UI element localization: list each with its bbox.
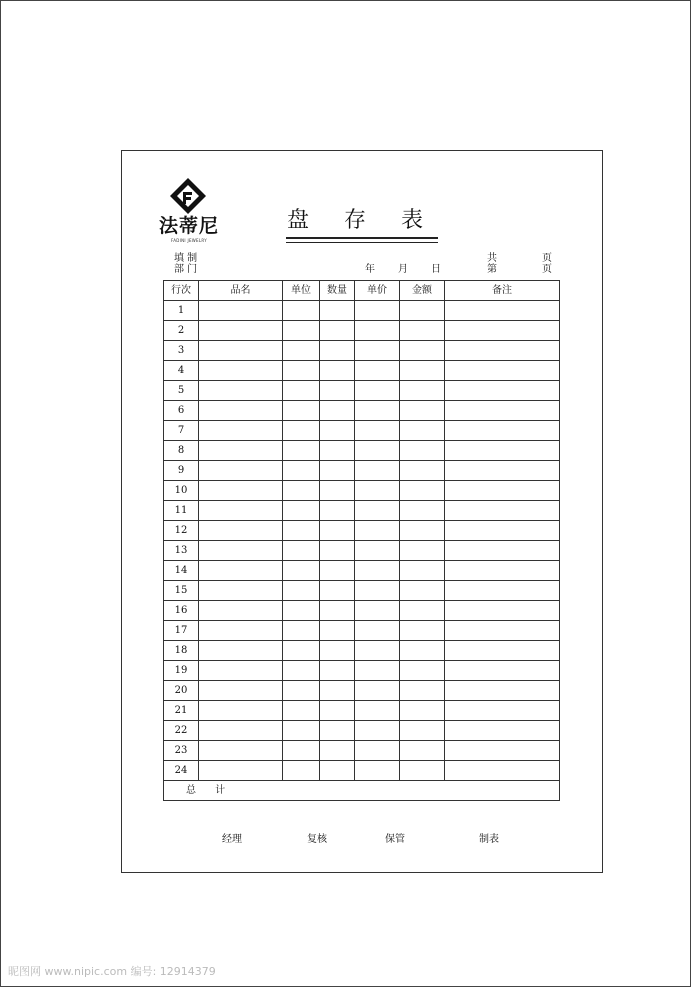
signature-preparer: 制表 (479, 834, 499, 845)
remarks-cell[interactable] (445, 521, 560, 541)
brand-name: 法蒂尼 (158, 215, 219, 237)
remarks-cell[interactable] (445, 481, 560, 501)
amount-cell[interactable] (400, 561, 445, 581)
remarks-cell[interactable] (445, 361, 560, 381)
table-row (164, 661, 560, 681)
amount-cell[interactable] (400, 641, 445, 661)
quantity-cell[interactable] (320, 441, 355, 461)
header-unit-price: 单价 (355, 281, 400, 301)
unit-price-cell[interactable] (355, 381, 400, 401)
header-quantity: 数量 (320, 281, 355, 301)
amount-cell[interactable] (400, 301, 445, 321)
unit-price-cell[interactable] (355, 461, 400, 481)
remarks-cell[interactable] (445, 401, 560, 421)
page-number-label: 第 (487, 264, 497, 275)
amount-cell[interactable] (400, 721, 445, 741)
remarks-cell[interactable] (445, 581, 560, 601)
row-index-cell: 24 (164, 761, 199, 781)
quantity-cell[interactable] (320, 761, 355, 781)
unit-cell[interactable] (283, 301, 320, 321)
unit-price-cell[interactable] (355, 741, 400, 761)
table-row (164, 621, 560, 641)
unit-price-cell[interactable] (355, 481, 400, 501)
unit-cell[interactable] (283, 461, 320, 481)
amount-cell[interactable] (400, 761, 445, 781)
remarks-cell[interactable] (445, 441, 560, 461)
remarks-cell[interactable] (445, 561, 560, 581)
row-index-cell: 22 (164, 721, 199, 741)
quantity-cell[interactable] (320, 581, 355, 601)
item-name-cell[interactable] (199, 681, 283, 701)
remarks-cell[interactable] (445, 761, 560, 781)
amount-cell[interactable] (400, 741, 445, 761)
row-index-cell: 12 (164, 521, 199, 541)
quantity-cell[interactable] (320, 601, 355, 621)
item-name-cell[interactable] (199, 381, 283, 401)
quantity-cell[interactable] (320, 641, 355, 661)
amount-cell[interactable] (400, 681, 445, 701)
fill-label-1: 填 制 (174, 253, 198, 264)
row-index-cell: 5 (164, 381, 199, 401)
amount-cell[interactable] (400, 421, 445, 441)
table-row (164, 501, 560, 521)
unit-price-cell[interactable] (355, 441, 400, 461)
watermark: 昵图网 www.nipic.com 编号: 12914379 (8, 965, 216, 978)
year-label: 年 (365, 264, 375, 275)
unit-cell[interactable] (283, 321, 320, 341)
table-row (164, 441, 560, 461)
row-index-cell: 23 (164, 741, 199, 761)
quantity-cell[interactable] (320, 501, 355, 521)
table-row (164, 341, 560, 361)
unit-cell[interactable] (283, 661, 320, 681)
item-name-cell[interactable] (199, 301, 283, 321)
brand-subtitle: FADINI JEWELRY (171, 238, 207, 243)
row-index-cell: 8 (164, 441, 199, 461)
amount-cell[interactable] (400, 481, 445, 501)
remarks-cell[interactable] (445, 501, 560, 521)
total-label: 总 计 (164, 781, 560, 801)
quantity-cell[interactable] (320, 741, 355, 761)
unit-cell[interactable] (283, 681, 320, 701)
amount-cell[interactable] (400, 441, 445, 461)
header-item-name: 品名 (199, 281, 283, 301)
item-name-cell[interactable] (199, 761, 283, 781)
unit-cell[interactable] (283, 581, 320, 601)
unit-price-cell[interactable] (355, 301, 400, 321)
unit-price-cell[interactable] (355, 721, 400, 741)
table-row (164, 681, 560, 701)
quantity-cell[interactable] (320, 541, 355, 561)
title-underline-thin (286, 242, 438, 243)
unit-cell[interactable] (283, 441, 320, 461)
header-unit: 单位 (283, 281, 320, 301)
table-row (164, 581, 560, 601)
unit-price-cell[interactable] (355, 521, 400, 541)
quantity-cell[interactable] (320, 521, 355, 541)
table-row (164, 701, 560, 721)
item-name-cell[interactable] (199, 401, 283, 421)
item-name-cell[interactable] (199, 461, 283, 481)
item-name-cell[interactable] (199, 581, 283, 601)
unit-cell[interactable] (283, 641, 320, 661)
amount-cell[interactable] (400, 381, 445, 401)
row-index-cell: 1 (164, 301, 199, 321)
day-label: 日 (431, 264, 441, 275)
amount-cell[interactable] (400, 461, 445, 481)
quantity-cell[interactable] (320, 361, 355, 381)
brand-logo (157, 178, 221, 248)
table-row (164, 641, 560, 661)
unit-price-cell[interactable] (355, 501, 400, 521)
table-row (164, 421, 560, 441)
row-index-cell: 21 (164, 701, 199, 721)
item-name-cell[interactable] (199, 641, 283, 661)
table-row (164, 301, 560, 321)
unit-price-cell[interactable] (355, 321, 400, 341)
amount-cell[interactable] (400, 361, 445, 381)
unit-cell[interactable] (283, 761, 320, 781)
total-row (164, 781, 560, 801)
quantity-cell[interactable] (320, 381, 355, 401)
table-row (164, 361, 560, 381)
row-index-cell: 13 (164, 541, 199, 561)
amount-cell[interactable] (400, 601, 445, 621)
remarks-cell[interactable] (445, 681, 560, 701)
remarks-cell[interactable] (445, 621, 560, 641)
item-name-cell[interactable] (199, 341, 283, 361)
quantity-cell[interactable] (320, 721, 355, 741)
amount-cell[interactable] (400, 501, 445, 521)
row-index-cell: 16 (164, 601, 199, 621)
header-amount: 金额 (400, 281, 445, 301)
unit-price-cell[interactable] (355, 641, 400, 661)
header-row-index: 行次 (164, 281, 199, 301)
item-name-cell[interactable] (199, 741, 283, 761)
table-row (164, 381, 560, 401)
unit-price-cell[interactable] (355, 661, 400, 681)
header-remarks: 备注 (445, 281, 560, 301)
row-index-cell: 18 (164, 641, 199, 661)
quantity-cell[interactable] (320, 661, 355, 681)
row-index-cell: 7 (164, 421, 199, 441)
quantity-cell[interactable] (320, 701, 355, 721)
remarks-cell[interactable] (445, 701, 560, 721)
row-index-cell: 20 (164, 681, 199, 701)
amount-cell[interactable] (400, 661, 445, 681)
remarks-cell[interactable] (445, 661, 560, 681)
unit-cell[interactable] (283, 561, 320, 581)
table-row (164, 741, 560, 761)
quantity-cell[interactable] (320, 301, 355, 321)
amount-cell[interactable] (400, 621, 445, 641)
quantity-cell[interactable] (320, 561, 355, 581)
row-index-cell: 17 (164, 621, 199, 641)
item-name-cell[interactable] (199, 361, 283, 381)
unit-price-cell[interactable] (355, 561, 400, 581)
amount-cell[interactable] (400, 401, 445, 421)
unit-price-cell[interactable] (355, 361, 400, 381)
amount-cell[interactable] (400, 341, 445, 361)
brand-logo-icon (170, 178, 206, 214)
remarks-cell[interactable] (445, 541, 560, 561)
amount-cell[interactable] (400, 541, 445, 561)
table-header-row (164, 281, 560, 301)
item-name-cell[interactable] (199, 321, 283, 341)
quantity-cell[interactable] (320, 461, 355, 481)
quantity-cell[interactable] (320, 341, 355, 361)
table-row (164, 721, 560, 741)
unit-cell[interactable] (283, 741, 320, 761)
unit-cell[interactable] (283, 401, 320, 421)
unit-cell[interactable] (283, 501, 320, 521)
row-index-cell: 9 (164, 461, 199, 481)
table-row (164, 461, 560, 481)
unit-price-cell[interactable] (355, 621, 400, 641)
item-name-cell[interactable] (199, 561, 283, 581)
item-name-cell[interactable] (199, 421, 283, 441)
remarks-cell[interactable] (445, 461, 560, 481)
remarks-cell[interactable] (445, 381, 560, 401)
unit-cell[interactable] (283, 721, 320, 741)
unit-cell[interactable] (283, 701, 320, 721)
remarks-cell[interactable] (445, 721, 560, 741)
remarks-cell[interactable] (445, 321, 560, 341)
table-row (164, 321, 560, 341)
row-index-cell: 2 (164, 321, 199, 341)
total-pages-unit: 页 (542, 253, 552, 264)
table-row (164, 481, 560, 501)
table-row (164, 761, 560, 781)
row-index-cell: 19 (164, 661, 199, 681)
quantity-cell[interactable] (320, 481, 355, 501)
unit-price-cell[interactable] (355, 541, 400, 561)
unit-price-cell[interactable] (355, 761, 400, 781)
unit-cell[interactable] (283, 521, 320, 541)
unit-price-cell[interactable] (355, 581, 400, 601)
quantity-cell[interactable] (320, 681, 355, 701)
remarks-cell[interactable] (445, 601, 560, 621)
unit-cell[interactable] (283, 481, 320, 501)
row-index-cell: 11 (164, 501, 199, 521)
table-row (164, 561, 560, 581)
table-row (164, 521, 560, 541)
unit-cell[interactable] (283, 621, 320, 641)
item-name-cell[interactable] (199, 661, 283, 681)
remarks-cell[interactable] (445, 741, 560, 761)
inventory-table (163, 280, 560, 801)
unit-cell[interactable] (283, 601, 320, 621)
item-name-cell[interactable] (199, 721, 283, 741)
item-name-cell[interactable] (199, 501, 283, 521)
total-pages-label: 共 (487, 253, 497, 264)
item-name-cell[interactable] (199, 541, 283, 561)
unit-price-cell[interactable] (355, 401, 400, 421)
quantity-cell[interactable] (320, 401, 355, 421)
item-name-cell[interactable] (199, 601, 283, 621)
unit-price-cell[interactable] (355, 601, 400, 621)
remarks-cell[interactable] (445, 341, 560, 361)
unit-price-cell[interactable] (355, 681, 400, 701)
quantity-cell[interactable] (320, 321, 355, 341)
table-row (164, 541, 560, 561)
month-label: 月 (398, 264, 408, 275)
unit-cell[interactable] (283, 541, 320, 561)
title-underline-thick (286, 237, 438, 239)
row-index-cell: 15 (164, 581, 199, 601)
unit-price-cell[interactable] (355, 421, 400, 441)
form-title: 盘 存 表 (287, 208, 437, 233)
item-name-cell[interactable] (199, 701, 283, 721)
amount-cell[interactable] (400, 581, 445, 601)
signature-custody: 保管 (385, 834, 405, 845)
row-index-cell: 6 (164, 401, 199, 421)
item-name-cell[interactable] (199, 441, 283, 461)
unit-cell[interactable] (283, 361, 320, 381)
quantity-cell[interactable] (320, 621, 355, 641)
fill-label-2: 部 门 (174, 264, 198, 275)
unit-cell[interactable] (283, 341, 320, 361)
table-row (164, 601, 560, 621)
amount-cell[interactable] (400, 321, 445, 341)
unit-cell[interactable] (283, 381, 320, 401)
item-name-cell[interactable] (199, 481, 283, 501)
amount-cell[interactable] (400, 701, 445, 721)
item-name-cell[interactable] (199, 521, 283, 541)
unit-price-cell[interactable] (355, 701, 400, 721)
amount-cell[interactable] (400, 521, 445, 541)
signature-review: 复核 (307, 834, 327, 845)
unit-cell[interactable] (283, 421, 320, 441)
remarks-cell[interactable] (445, 421, 560, 441)
unit-price-cell[interactable] (355, 341, 400, 361)
row-index-cell: 14 (164, 561, 199, 581)
quantity-cell[interactable] (320, 421, 355, 441)
remarks-cell[interactable] (445, 301, 560, 321)
item-name-cell[interactable] (199, 621, 283, 641)
row-index-cell: 4 (164, 361, 199, 381)
row-index-cell: 3 (164, 341, 199, 361)
page-number-unit: 页 (542, 264, 552, 275)
signature-manager: 经理 (222, 834, 242, 845)
row-index-cell: 10 (164, 481, 199, 501)
table-row (164, 401, 560, 421)
remarks-cell[interactable] (445, 641, 560, 661)
